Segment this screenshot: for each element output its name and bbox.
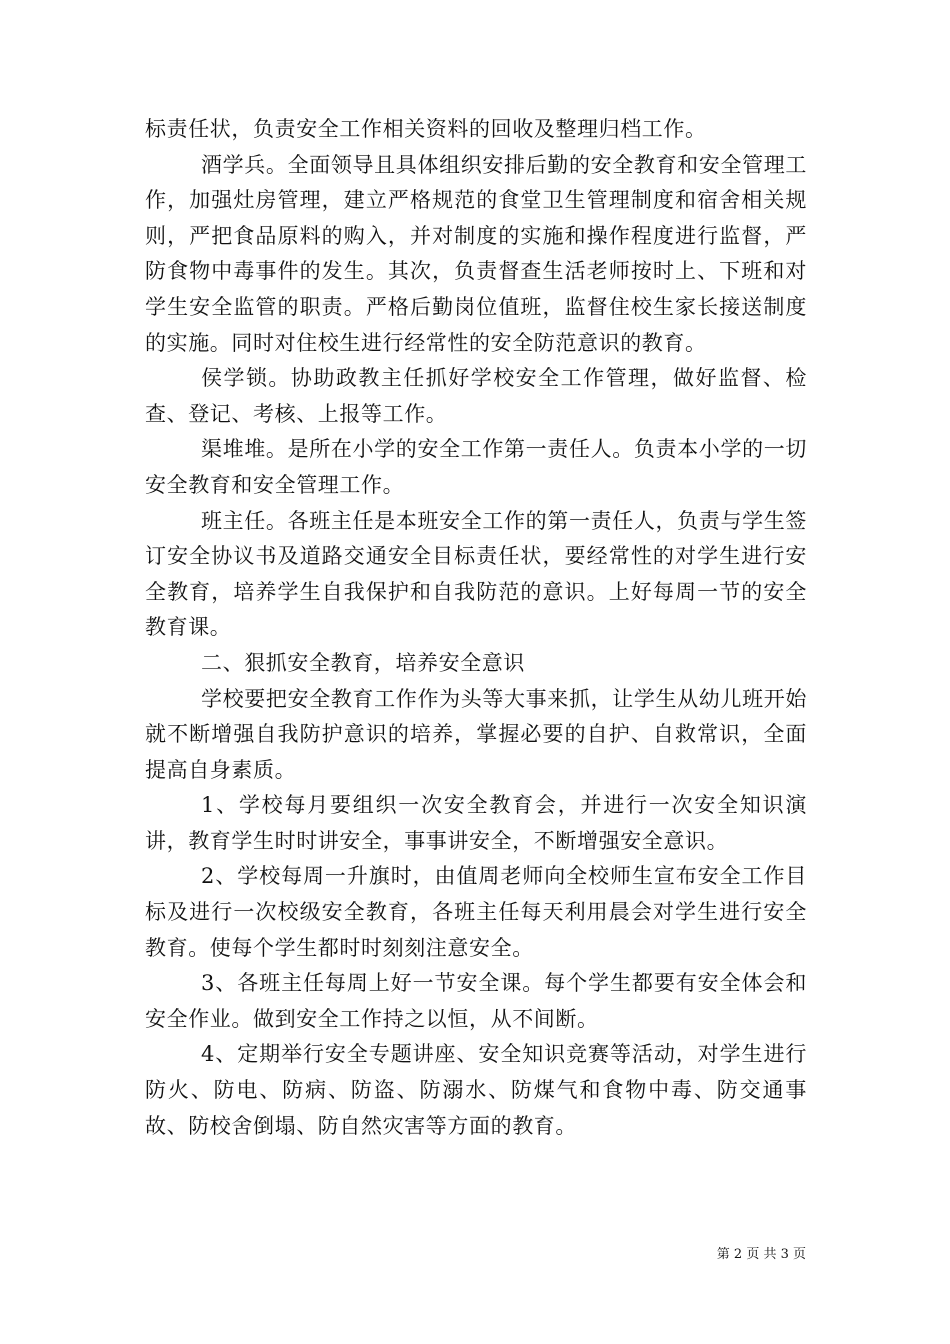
- list-item-4: 4、定期举行安全专题讲座、安全知识竞赛等活动，对学生进行防火、防电、防病、防盗、防溺水、防煤气和食物中毒、防交通事故、防校舍倒塌、防自然灾害等方面的教育。: [145, 1042, 807, 1138]
- paragraph-3: 侯学锁。协助政教主任抓好学校安全工作管理，做好监督、检查、登记、考核、上报等工作。: [145, 366, 807, 426]
- list-item-1: 1、学校每月要组织一次安全教育会，并进行一次安全知识演讲，教育学生时时讲安全，事事讲安全，不断增强安全意识。: [145, 793, 807, 853]
- list-item-2: 2、学校每周一升旗时，由值周老师向全校师生宣布安全工作目标及进行一次校级安全教育，各班主任每天利用晨会对学生进行安全教育。使每个学生都时时刻刻注意安全。: [145, 864, 807, 960]
- list-item-3: 3、各班主任每周上好一节安全课。每个学生都要有安全体会和安全作业。做到安全工作持之以恒，从不间断。: [145, 971, 807, 1031]
- paragraph-4: 渠堆堆。是所在小学的安全工作第一责任人。负责本小学的一切安全教育和安全管理工作。: [145, 437, 807, 497]
- paragraph-7: 学校要把安全教育工作作为头等大事来抓，让学生从幼儿班开始就不断增强自我防护意识的培养，掌握必要的自护、自救常识，全面提高自身素质。: [145, 686, 807, 782]
- paragraph-2: 酒学兵。全面领导且具体组织安排后勤的安全教育和安全管理工作，加强灶房管理，建立严格规范的食堂卫生管理制度和宿舍相关规则，严把食品原料的购入，并对制度的实施和操作程度进行监督，严防食物中毒事件的发生。其次，负责督查生活老师按时上、下班和对学生安全监管的职责。严格后勤岗位值班，监督住校生家长接送制度的实施。同时对住校生进行经常性的安全防范意识的教育。: [145, 152, 807, 355]
- paragraph-1: 标责任状，负责安全工作相关资料的回收及整理归档工作。: [145, 117, 707, 141]
- document-body: [145, 112, 807, 1144]
- paragraph-5: 班主任。各班主任是本班安全工作的第一责任人，负责与学生签订安全协议书及道路交通安全目标责任状，要经常性的对学生进行安全教育，培养学生自我保护和自我防范的意识。上好每周一节的安全教育课。: [145, 508, 807, 640]
- section-heading: 二、狠抓安全教育，培养安全意识: [201, 650, 525, 675]
- page-number: 第 2 页 共 3 页: [716, 1247, 806, 1262]
